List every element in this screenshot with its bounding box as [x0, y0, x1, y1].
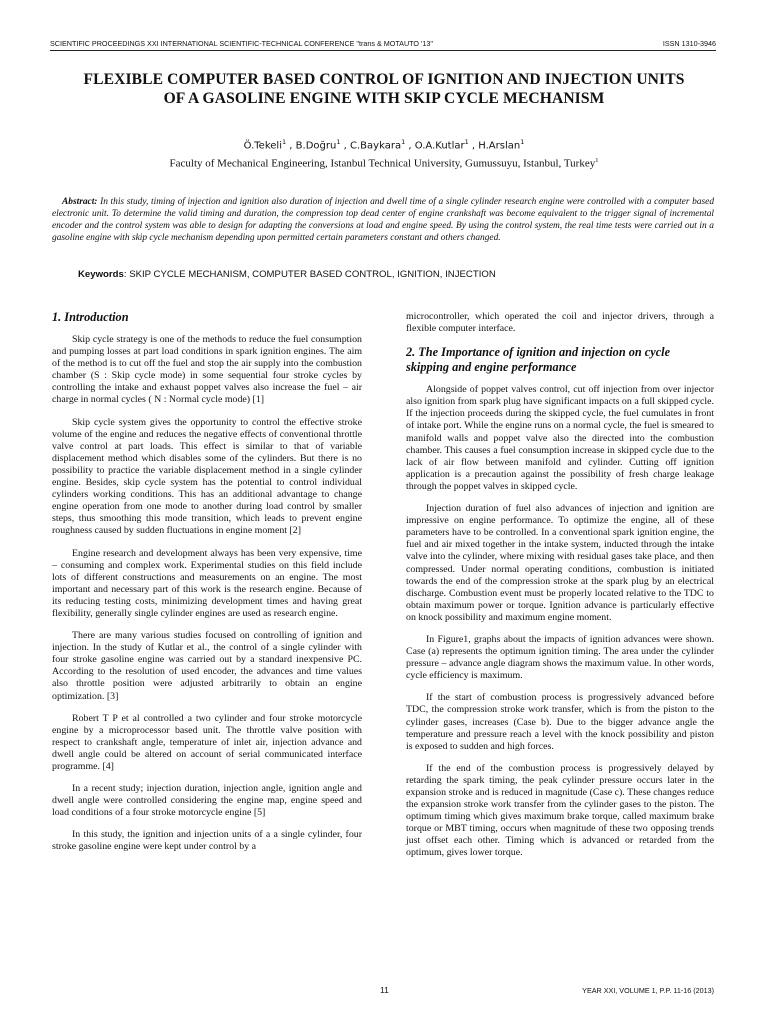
title-line-2: OF A GASOLINE ENGINE WITH SKIP CYCLE MECHANISM — [163, 90, 605, 107]
paragraph: Skip cycle strategy is one of the methods to reduce the fuel consumption and pumping losses at part load conditions in spark ignition engines. The aim of the method is to cut off the fuel and stop the air supply into the combustion chamber (S : Skip cycle mode) in some sequential four stroke cycles by controlling the intake and exhaust poppet valves also increase the fuel – air charge in normal cycles ( N : Normal cycle mode) [1] — [52, 334, 362, 406]
author-affiliation-mark: 1 — [336, 138, 341, 146]
author-affiliation-mark: 1 — [520, 138, 525, 146]
affiliation — [40, 157, 728, 170]
title-line-1: FLEXIBLE COMPUTER BASED CONTROL OF IGNITION AND INJECTION UNITS — [83, 71, 685, 88]
running-header — [50, 34, 716, 51]
author: Ö.Tekeli — [243, 140, 282, 152]
page-footer — [52, 986, 714, 998]
author: C.Baykara — [350, 140, 402, 152]
affiliation-mark: 1 — [595, 157, 599, 164]
paragraph: There are many various studies focused on controlling of ignition and injection. In the study of Kutlar et al., the control of a single cylinder with four stroke gasoline engine was carried out by a standard inexpensive PC. According to the resolution of used encoder, the advances and time values also throttle position were adjusted arbitrarily to obtain an engine optimization. [3] — [52, 630, 362, 702]
paragraph: In this study, the ignition and injection units of a a single cylinder, four stroke gasoline engine were kept under control by a — [52, 829, 362, 853]
issn: ISSN 1310-3946 — [662, 39, 716, 48]
paper-title — [40, 70, 728, 108]
paragraph: In a recent study; injection duration, injection angle, ignition angle and dwell angle were controlled considering the engine map, engine speed and load conditions of a four stroke motorcycle engine [5] — [52, 783, 362, 819]
volume-info: YEAR XXI, VOLUME 1, P.P. 11-16 (2013) — [582, 986, 714, 995]
paragraph: Injection duration of fuel also advances of injection and ignition are impressive on engine performance. To optimize the engine, all of these parameters have to be controlled. In a conventional spark ignition engine, the fuel and air mixed together in the intake system, inducted through the intake valve into the cylinder, where mixing with residual gases take place, and then compressed. Under normal operating conditions, combustion is initiated towards the end of the compression stroke at the spark plug by an electrical discharge. Combustion event must be properly located relative to the TDC to obtain maximum power or torque. Ignition advance is particularly effective on knock possibility and maximum engine moment. — [406, 503, 714, 623]
page-number: 11 — [380, 985, 389, 995]
author-affiliation-mark: 1 — [464, 138, 469, 146]
affiliation-text: Faculty of Mechanical Engineering, Istanbul Technical University, Gumussuyu, Istanbul, Turkey — [169, 157, 596, 170]
author: H.Arslan — [478, 140, 521, 152]
keywords-label: Keywords — [78, 269, 124, 280]
section-heading-introduction: 1. Introduction — [52, 310, 129, 324]
abstract — [52, 197, 714, 245]
paragraph: If the start of combustion process is progressively advanced before TDC, the compression stroke work transfer, which is from the piston to the cylinder gases, increases (Case b). Due to the bigger advance angle the temperature and pressure reach a level with the knock possibility and piston is exposed to sudden and high forces. — [406, 692, 714, 752]
paragraph: Skip cycle system gives the opportunity to control the effective stroke volume of the engine and reduces the negative effects of conventional throttle valve control at part loads. This effect is similar to that of variable displacement method which disables some of the cylinders. But there is no possibility to practice the variable displacement method in a single cylinder engine. Besides, skip cycle system has the potential to control individual cylinders working conditions. This has an additional advantage to change engine operation from one mode to another during load control by smaller steps, thus smoothing this mode transition, which leads to prevent engine roughness caused by sudden fluctuations in engine moment [2] — [52, 416, 362, 537]
author-list: Ö.Tekeli$^1$ , B.Doğru$^1$ , C.Baykara$^1$ , O.A.Kutlar$^1$ , H.Arslan$^1$ — [243, 138, 525, 152]
conference-name: SCIENTIFIC PROCEEDINGS XXI INTERNATIONAL SCIENTIFIC-TECHNICAL CONFERENCE "trans & MOTAUTO '13" — [50, 39, 433, 48]
section-heading-importance: 2. The Importance of ignition and injection on cycle skipping and engine performance — [406, 345, 671, 375]
author-affiliation-mark: 1 — [281, 138, 287, 146]
author: B.Doğru — [295, 140, 337, 152]
left-column — [52, 310, 362, 864]
paragraph: Robert T P et al controlled a two cylinder and four stroke motorcycle engine by a microprocessor based unit. The throttle valve position with respect to crankshaft angle, temperature of inlet air, injection advance and dwell angle could be altered on account of serial communicated interface programme. [4] — [52, 712, 362, 772]
paragraph: In Figure1, graphs about the impacts of ignition advances were shown. Case (a) represents the optimum ignition timing. The area under the cylinder pressure – advance angle diagram shows the maximum value. In other words, cycle efficiency is maximum. — [406, 633, 714, 682]
paragraph: If the end of the combustion process is progressively delayed by retarding the spark timing, the peak cylinder pressure occurs later in the expansion stroke and is reduced in magnitude (Case c). These changes reduce the expansion stroke work transfer from the cylinder gases to the piston. The optimum timing which gives maximum brake torque, called maximum brake torque or MBT timing, occurs when magnitude of these two opposing trends just offset each other. Timing which is advanced or retarded from the optimum, gives lower torque. — [406, 762, 714, 859]
paragraph-continuation: microcontroller, which operated the coil and injector drivers, through a flexible computer interface. — [406, 311, 714, 335]
keywords — [78, 269, 714, 280]
keywords-text: : SKIP CYCLE MECHANISM, COMPUTER BASED CONTROL, IGNITION, INJECTION — [123, 269, 496, 280]
paragraph: Alongside of poppet valves control, cut off injection from over injector also ignition from spark plug have significant impacts on a full skipped cycle. If the injection proceeds during the skipped cycle, the fuel cumulates in front of intake port. While the engine runs on a normal cycle, the fuel is smeared to manifold walls and poppet valve also the directed into the combustion chamber. This causes a fuel consumption increase in skipped cycle due to the lack of air flow between manifold and cylinder. Cutting off ignition application is a precaution against the possibility of fresh charge leakage through the poppet valves in skipped cycle. — [406, 384, 714, 492]
author-affiliation-mark: 1 — [401, 138, 406, 146]
right-column — [406, 311, 714, 870]
paragraph: Engine research and development always has been very expensive, time – consuming and complex work. Experimental studies on this field include lots of different constructions and measurements on an engine. The most important and necessary part of this work is the research engine. Because of its reducing testing costs, minimizing development times and having great flexibility, generally single cylinder engines are used as research engine. — [52, 547, 362, 619]
abstract-text: In this study, timing of injection and ignition also duration of injection and dwell time of a single cylinder research engine were controlled with a computer based electronic unit. To determine the valid timing and duration, the compression top dead center of engine crankshaft was become equivalent to the trigger signal of incremental encoder and the control system was able to design for adapting the conversions at load and engine speed. By using the control system, the real time tests were carried out in a gasoline engine with skip cycle mechanism depending upon permitted certain parameters constant and others changed. — [52, 197, 715, 243]
abstract-label: Abstract: — [62, 197, 98, 207]
author: O.A.Kutlar — [414, 140, 465, 152]
